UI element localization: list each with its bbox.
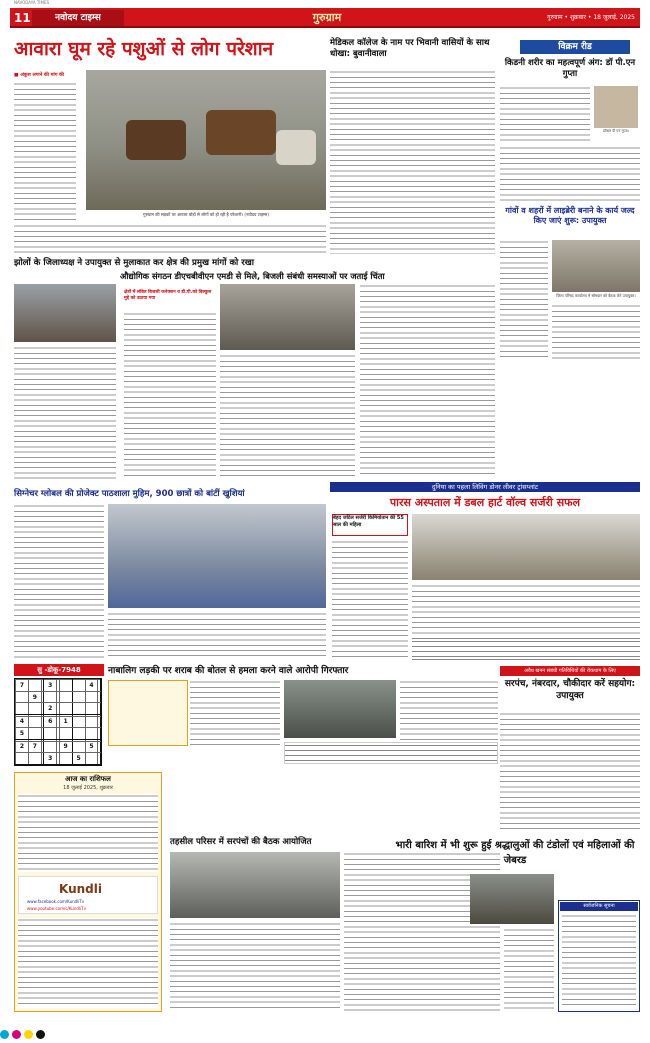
sudoku-cell: 2 — [16, 741, 29, 753]
sudoku-cell — [44, 728, 57, 740]
villages-text-left — [500, 240, 548, 360]
notice-title: सार्वजनिक सूचना — [560, 902, 638, 911]
vikram-text — [500, 86, 590, 144]
print-dot-magenta — [12, 1030, 21, 1039]
sudoku-cell: 9 — [59, 741, 72, 753]
lead-text-col1 — [14, 82, 76, 222]
vikram-label: विक्रम रीड — [520, 40, 630, 54]
sudoku-cell — [85, 753, 98, 765]
notice-text — [562, 914, 636, 1008]
sudoku-cell — [85, 703, 98, 715]
paras-quote-box — [412, 638, 640, 660]
sudoku-cell — [28, 716, 41, 728]
arrest-text-2 — [400, 680, 498, 746]
sudoku-cell: 9 — [28, 691, 41, 703]
paras-kicker: बेहद जटिल सर्जरी किमियाेतान की 55 साल की महिला — [332, 514, 408, 536]
sudoku-cell — [72, 716, 85, 728]
meeting-headline: तहसील परिसर में सरपंचों की बैठक आयोजित — [170, 837, 312, 847]
sudoku-cell: 7 — [28, 741, 41, 753]
medical-headline: मेडिकल कॉलेज के नाम पर भिवानी वासियों के साथ धोखा: बुवानीवाला — [330, 38, 490, 59]
sudoku-cell: 7 — [16, 680, 29, 692]
lead-caption: गुरुग्राम की सड़कों पर आवारा घोड़ों से लोगों को हो रही है परेशानी। (नवोदय टाइम्स) — [143, 212, 269, 217]
rain-photo — [470, 874, 554, 924]
lead-kicker-text: अंकुश लगाने की मांग की — [20, 73, 65, 78]
sudoku-cell: 4 — [16, 716, 29, 728]
villages-text-right — [552, 304, 640, 360]
sudoku-cell — [85, 716, 98, 728]
industry-text-1 — [124, 312, 216, 478]
sudoku-cell — [98, 716, 101, 728]
arrest-photo — [284, 680, 396, 738]
sudoku-cell — [28, 703, 41, 715]
vikram-headline: किडनी शरीर का महत्वपूर्ण अंग: डॉ पी.एन गुप्ता — [504, 58, 636, 79]
sudoku-cell — [98, 753, 101, 765]
sudoku-cell: 4 — [85, 680, 98, 692]
rain-headline: भारी बारिश में भी शुरू हुई श्रद्धालुओं की टंडोलों एवं महिलाओं की जेबरड — [395, 840, 635, 866]
sudoku-cell — [98, 680, 101, 692]
sudoku-cell — [59, 691, 72, 703]
sudoku-cell — [44, 741, 57, 753]
sudoku-cell — [59, 728, 72, 740]
vikram-photo — [594, 86, 638, 128]
sudoku-cell — [16, 753, 29, 765]
sudoku-cell — [72, 703, 85, 715]
sudoku-cell: 3 — [44, 680, 57, 692]
paper-name-badge: नवोदय टाइम्स — [32, 10, 124, 26]
cross-puzzle-box — [108, 680, 188, 746]
vikram-text-2 — [500, 146, 640, 202]
sudoku-cell: 3 — [44, 753, 57, 765]
arrest-text-1 — [190, 680, 280, 746]
sudoku-cell: 5 — [16, 728, 29, 740]
sudoku-cell — [72, 691, 85, 703]
signature-text — [14, 504, 104, 660]
sudoku-cell — [44, 691, 57, 703]
rashifal-text — [18, 794, 158, 872]
sudoku-cell — [16, 703, 29, 715]
rashifal-title: आज का राशिफल — [65, 775, 111, 783]
arrest-quote — [284, 742, 498, 764]
sarpanch-text — [500, 712, 640, 832]
top-tiny-line: NAVODAYA TIMES — [14, 0, 50, 5]
print-dot-cyan — [0, 1030, 9, 1039]
jhajjar-headline: झोलों के जिलाध्यक्ष ने उपायुक्त से मुलाकात कर क्षेत्र की प्रमुख मांगों को रखा — [14, 258, 255, 268]
industry-text-2 — [220, 354, 355, 478]
sudoku-cell: 5 — [85, 741, 98, 753]
paras-text-2 — [412, 584, 640, 636]
lead-headline: आवारा घूम रहे पशुओं से लोग परेशान — [14, 38, 274, 60]
jhajjar-photo — [14, 284, 116, 342]
sudoku-cell: 6 — [44, 716, 57, 728]
lead-text-col2 — [14, 224, 326, 254]
sudoku-cell — [72, 728, 85, 740]
date-line: गुरुग्राम • शुक्रवार • 18 जुलाई, 2025 — [547, 14, 635, 21]
villages-headline: गांवों व शहरों में लाइब्रेरी बनाने के कार्य जल्द किए जाएं शुरू: उपायुक्त — [505, 206, 635, 225]
ad-brand: Kundli — [59, 882, 102, 896]
paras-photo — [412, 514, 640, 580]
villages-photo — [552, 240, 640, 292]
print-dot-black — [36, 1030, 45, 1039]
rashifal-text-2 — [18, 918, 158, 1008]
sudoku-cell — [85, 728, 98, 740]
sudoku-cell — [98, 691, 101, 703]
villages-caption: जिला परिषद कार्यालय में सोमवार को बैठक लेते उपायुक्त। — [556, 293, 636, 298]
sudoku-cell: 5 — [72, 753, 85, 765]
sudoku-cell — [72, 680, 85, 692]
ad-yt: www.youtube.com/c/KundliTv — [27, 906, 86, 911]
print-dot-yellow — [24, 1030, 33, 1039]
signature-headline: सिग्नेचर ग्लोबल की प्रोजेक्ट पाठशाला मुहिम, 900 छात्रों को बांटीं खुशियां — [14, 489, 245, 499]
sudoku-cell — [59, 703, 72, 715]
section-title: गुरुग्राम — [312, 11, 342, 24]
sudoku-cell — [28, 680, 41, 692]
industry-photo — [220, 284, 355, 350]
medical-text — [330, 70, 495, 254]
ad-fb: www.facebook.com/KundliTv — [27, 899, 85, 904]
sudoku-cell — [59, 680, 72, 692]
paras-text-1 — [332, 540, 408, 660]
sudoku-cell — [28, 728, 41, 740]
sudoku-cell — [85, 691, 98, 703]
meeting-photo — [170, 852, 340, 918]
sudoku-cell — [98, 728, 101, 740]
ribbon-banner: दुनिया का पहला लिविंग डोनर लीवर ट्रांसप्लांट — [330, 482, 640, 492]
sarpanch-banner: अवैध खनन संबंधी गतिविधियों की रोकथाम के लिए — [500, 666, 640, 676]
sudoku-title: सु -डोकू-7948 — [14, 664, 104, 676]
vikram-caption: डॉक्टर पी एन गुप्ता। — [603, 129, 629, 133]
jhajjar-text — [14, 346, 116, 480]
sudoku-cell — [28, 753, 41, 765]
arrest-headline: नाबालिग लड़की पर शराब की बोतल से हमला करने वाले आरोपी गिरफ्तार — [108, 666, 349, 676]
industry-headline: औद्योगिक संगठन डीएचबीवीएन एमडी से मिले, बिजली संबंधी समस्याओं पर जताई चिंता — [120, 271, 385, 281]
lead-photo — [86, 70, 326, 210]
signature-text-2 — [108, 612, 326, 660]
industry-kicker: क्षेत्रों में लंबित बिजली कनेक्शन व डी.पी.को बिल्कुल मुद्दे को उठाया गया — [124, 290, 212, 301]
signature-photo — [108, 504, 326, 608]
industry-text-3 — [360, 284, 495, 478]
sudoku-cell — [59, 753, 72, 765]
page-number: 11 — [14, 11, 31, 25]
sarpanch-headline: सरपंच, नंबरदार, चौकीदार करें सहयोग: उपायुक्त — [504, 679, 636, 701]
sudoku-cell — [98, 741, 101, 753]
sudoku-cell — [98, 703, 101, 715]
sudoku-cell — [72, 741, 85, 753]
meeting-text-1 — [170, 922, 340, 1012]
rashifal-date: 18 जुलाई 2025, शुक्रवार — [63, 785, 113, 791]
sudoku-cell: 1 — [59, 716, 72, 728]
paras-headline: पारस अस्पताल में डबल हार्ट वॉल्व सर्जरी सफल — [389, 496, 581, 509]
sudoku-cell — [16, 691, 29, 703]
rain-text-1 — [504, 928, 554, 1012]
sudoku-grid — [14, 678, 102, 766]
sudoku-cell: 2 — [44, 703, 57, 715]
ad-box — [18, 876, 158, 914]
lead-kicker: ■ अंकुश लगाने की मांग की — [14, 73, 65, 78]
